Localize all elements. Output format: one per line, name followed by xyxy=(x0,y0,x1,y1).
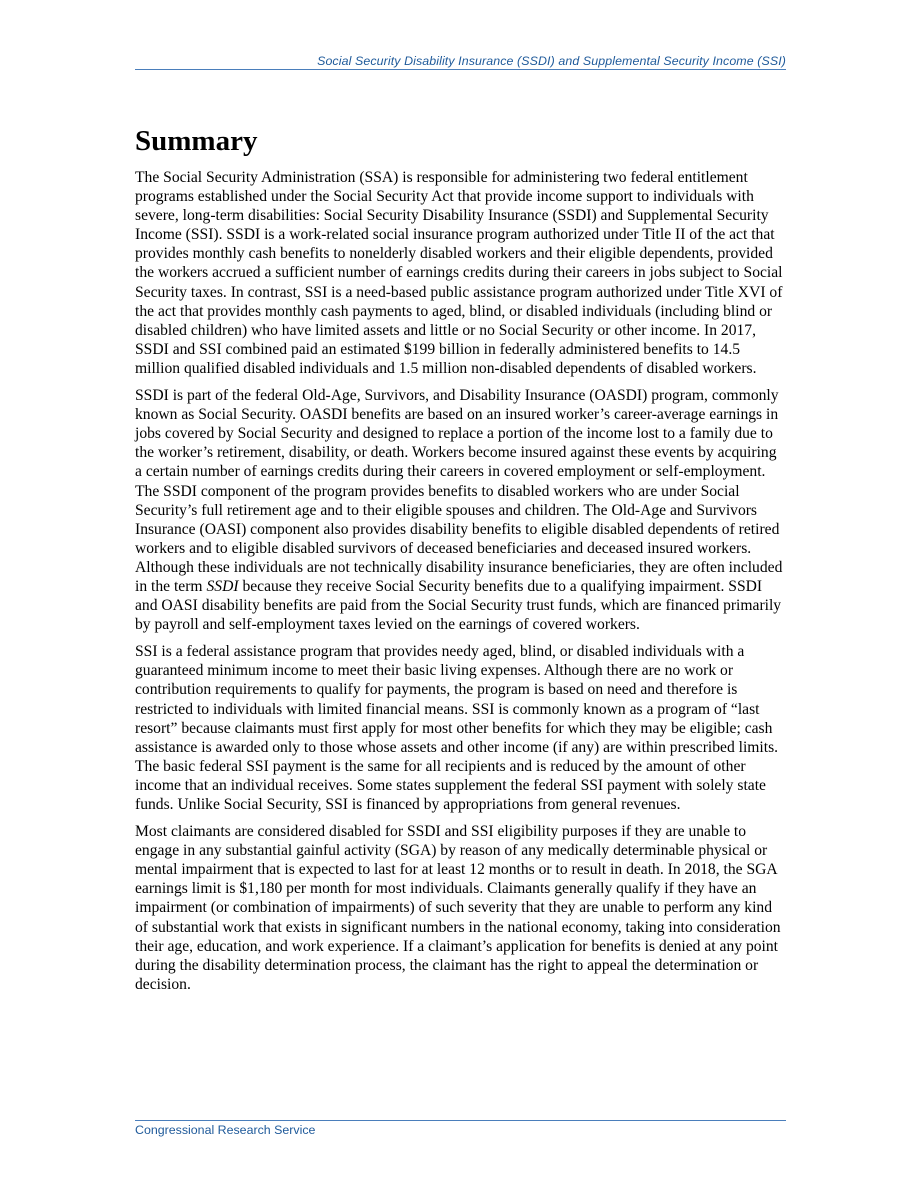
running-header: Social Security Disability Insurance (SSDI) and Supplemental Security Income (SSI) xyxy=(317,54,786,68)
paragraph-ssdi xyxy=(135,386,787,634)
footer-divider xyxy=(135,1120,786,1121)
paragraph-overview: The Social Security Administration (SSA) is responsible for administering two federal entitlement programs established under the Social Security Act that provide income support to individuals with severe, long-term disabilities: Social Security Disability Insurance (SSDI) and Supplemental Security Income (SSI). SSDI is a work-related social insurance program authorized under Title II of the act that provides monthly cash benefits to nonelderly disabled workers and their eligible dependents, provided the workers accrued a sufficient number of earnings credits during their careers in jobs subject to Social Security taxes. In contrast, SSI is a need-based public assistance program authorized under Title XVI of the act that provides monthly cash payments to aged, blind, or disabled individuals (including blind or disabled children) who have limited assets and little or no Social Security or other income. In 2017, SSDI and SSI combined paid an estimated $199 billion in federally administered benefits to 14.5 million qualified disabled individuals and 1.5 million non-disabled dependents of disabled workers. xyxy=(135,169,783,377)
header-divider xyxy=(135,69,786,70)
paragraph-ssdi-text-a: SSDI is part of the federal Old-Age, Survivors, and Disability Insurance (OASDI) program, commonly known as Social Security. OASDI benefits are based on an insured worker’s career-average earnings in jobs covered by Social Security and designed to replace a portion of the income lost to a family due to the worker’s retirement, disability, or death. Workers become insured against these events by acquiring a certain number of earnings credits during their careers in covered employment or self-employment. The SSDI component of the program provides benefits to disabled workers who are under Social Security’s full retirement age and to their eligible spouses and children. The Old-Age and Survivors Insurance (OASI) component also provides disability benefits to eligible disabled dependents of retired workers and to eligible disabled survivors of deceased beneficiaries and deceased insured workers. Although these individuals are not technically disability insurance beneficiaries, they are often included in the term xyxy=(135,387,783,595)
summary-body xyxy=(135,168,787,1002)
paragraph-eligibility: Most claimants are considered disabled for SSDI and SSI eligibility purposes if they are unable to engage in any substantial gainful activity (SGA) by reason of any medically determinable physical or mental impairment that is expected to last for at least 12 months or to result in death. In 2018, the SGA earnings limit is $1,180 per month for most individuals. Claimants generally qualify if they have an impairment (or combination of impairments) of such severity that they are unable to perform any kind of substantial work that exists in significant numbers in the national economy, taking into consideration their age, education, and work experience. If a claimant’s application for benefits is denied at any point during the disability determination process, the claimant has the right to appeal the determination or decision. xyxy=(135,823,781,993)
paragraph-ssi: SSI is a federal assistance program that provides needy aged, blind, or disabled individuals with a guaranteed minimum income to meet their basic living expenses. Although there are no work or contribution requirements to qualify for payments, the program is based on need and therefore is restricted to individuals with limited financial means. SSI is commonly known as a program of “last resort” because claimants must first apply for most other benefits for which they may be eligible; cash assistance is awarded only to those whose assets and other income (if any) are within prescribed limits. The basic federal SSI payment is the same for all recipients and is reduced by the amount of other income that an individual receives. Some states supplement the federal SSI payment with solely state funds. Unlike Social Security, SSI is financed by appropriations from general revenues. xyxy=(135,643,779,813)
paragraph-ssdi-text-b: because they receive Social Security benefits due to a qualifying impairment. SSDI and OASI disability benefits are paid from the Social Security trust funds, which are financed primarily by payroll and self-employment taxes levied on the earnings of covered workers. xyxy=(135,577,782,634)
footer-organization: Congressional Research Service xyxy=(135,1123,316,1137)
section-title: Summary xyxy=(135,125,258,157)
term-ssdi: SSDI xyxy=(206,577,239,595)
